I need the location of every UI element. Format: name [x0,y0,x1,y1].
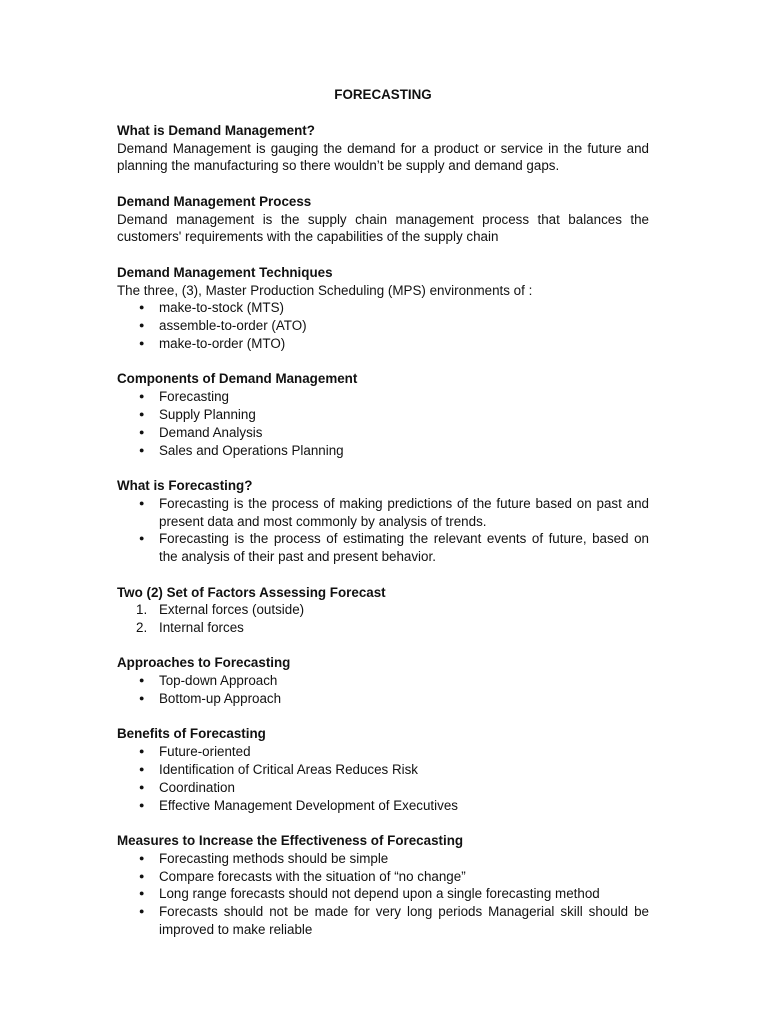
list-item: ● Supply Planning [117,406,649,424]
list-item: ● Forecasting is the process of estimating the relevant events of future, based on the analysis of their past and present behavior. [117,530,649,566]
list-item: ● Effective Management Development of Executives [117,797,649,815]
list-item: ● assemble-to-order (ATO) [117,317,649,335]
list-item [117,601,649,619]
section-heading: Measures to Increase the Effectiveness of Forecasting [117,833,464,849]
section-heading: Components of Demand Management [117,371,358,387]
section-heading: Benefits of Forecasting [117,726,266,742]
numbered-list [117,601,649,637]
section-measures-effectiveness [117,832,649,939]
bullet-list [117,388,649,459]
list-item: ● Demand Analysis [117,424,649,442]
section-heading: Approaches to Forecasting [117,655,291,671]
list-number: 1. [136,602,148,618]
section-components-of-demand-management [117,370,649,459]
section-heading: What is Demand Management? [117,122,315,138]
list-item: ● Bottom-up Approach [117,690,649,708]
section-heading: Demand Management Techniques [117,264,333,280]
bullet-list [117,299,649,352]
list-item: ● Identification of Critical Areas Reduces Risk [117,761,649,779]
section-demand-management-techniques [117,264,649,353]
bullet-list [117,743,649,814]
bullet-list [117,495,649,566]
section-paragraph: Demand management is the supply chain management process that balances the customers' requirements with the capabilities of the supply chain [117,211,649,245]
section-benefits-of-forecasting [117,725,649,814]
document-title: FORECASTING [334,87,432,102]
list-item: ● Long range forecasts should not depend upon a single forecasting method [117,885,649,903]
section-what-is-demand-management [117,122,649,175]
list-item: ● Coordination [117,779,649,797]
list-item: ● Forecasting [117,388,649,406]
list-item: ● Top-down Approach [117,672,649,690]
list-item-text: Internal forces [159,620,244,636]
list-item-text: External forces (outside) [159,602,305,618]
list-item: ● make-to-order (MTO) [117,335,649,353]
bullet-list [117,672,649,708]
list-number: 2. [136,620,148,636]
section-heading: What is Forecasting? [117,477,253,493]
section-factors-assessing-forecast [117,584,649,637]
section-what-is-forecasting [117,477,649,566]
section-heading: Demand Management Process [117,193,312,209]
list-item [117,619,649,637]
list-item: ● Forecasting methods should be simple [117,850,649,868]
list-item: ● Forecasts should not be made for very long periods Managerial skill should be improved to make reliable [117,903,649,939]
section-paragraph: The three, (3), Master Production Scheduling (MPS) environments of : [117,282,533,298]
list-item: ● make-to-stock (MTS) [117,299,649,317]
list-item: ● Forecasting is the process of making predictions of the future based on past and present data and most commonly by analysis of trends. [117,495,649,531]
section-heading: Two (2) Set of Factors Assessing Forecast [117,584,386,600]
section-demand-management-process [117,193,649,246]
list-item: ● Future-oriented [117,743,649,761]
document-page [117,86,649,956]
bullet-list [117,850,649,939]
list-item: ● Compare forecasts with the situation of “no change” [117,868,649,886]
list-item: ● Sales and Operations Planning [117,442,649,460]
section-paragraph: Demand Management is gauging the demand for a product or service in the future and planning the manufacturing so there wouldn’t be supply and demand gaps. [117,140,649,174]
section-approaches-to-forecasting [117,654,649,707]
